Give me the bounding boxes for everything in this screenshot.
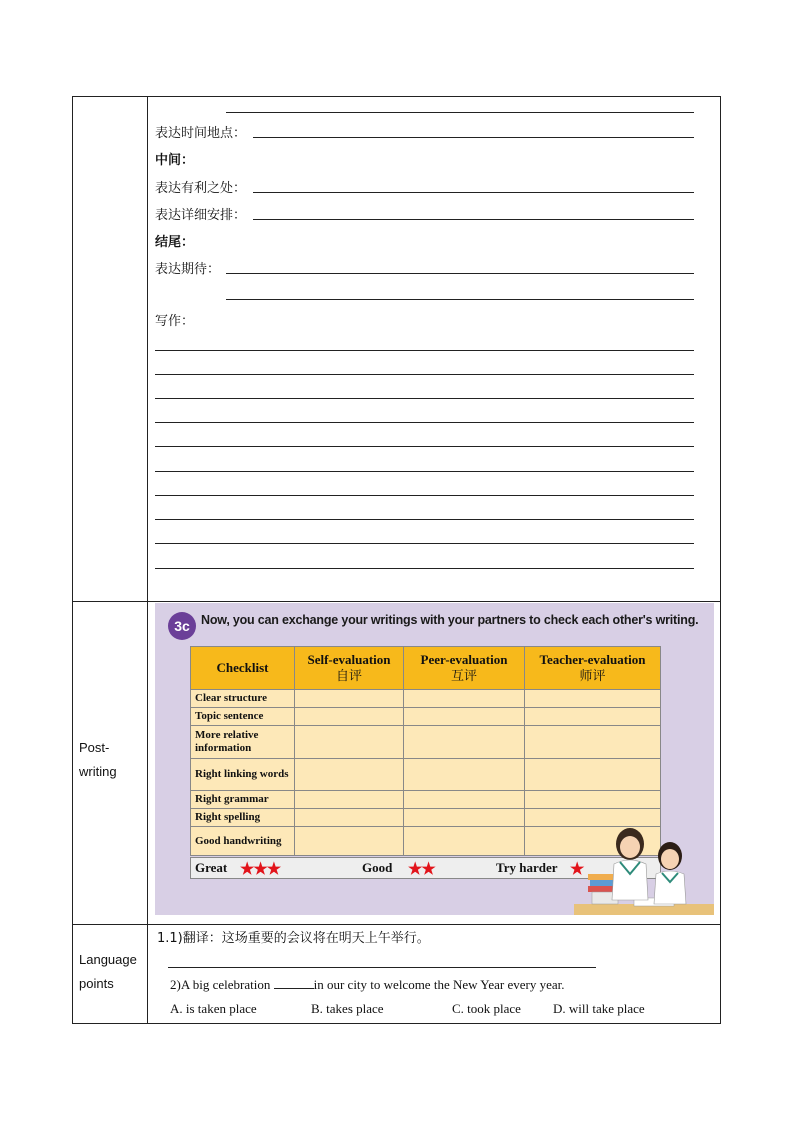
exercise-badge: 3c — [168, 612, 196, 640]
expectation-line[interactable] — [226, 299, 694, 300]
writing-line[interactable] — [155, 471, 694, 472]
checklist-item: Topic sentence — [191, 708, 295, 726]
writing-line[interactable] — [155, 398, 694, 399]
stage-label-writing: writing — [79, 764, 117, 779]
self-cell[interactable] — [295, 759, 404, 791]
self-cell[interactable] — [295, 809, 404, 827]
middle-heading: 中间： — [155, 153, 195, 168]
option-b[interactable]: B. takes place — [311, 1001, 384, 1016]
checklist-item: Good handwriting — [191, 827, 295, 856]
translation-answer-line[interactable] — [168, 967, 596, 968]
teacher-cell[interactable] — [525, 726, 661, 759]
arrangement-label: 表达详细安排： — [155, 208, 247, 223]
writing-line[interactable] — [155, 568, 694, 569]
teacher-cell[interactable] — [525, 759, 661, 791]
table-row — [191, 726, 661, 759]
table-row — [191, 759, 661, 791]
choice-blank[interactable] — [274, 988, 314, 989]
option-d[interactable]: D. will take place — [553, 1001, 645, 1016]
writing-line[interactable] — [155, 543, 694, 544]
header-self: Self-evaluation 自评 — [295, 647, 404, 690]
table-row — [191, 708, 661, 726]
legend-good-label: Good — [362, 860, 393, 875]
writing-line[interactable] — [155, 446, 694, 447]
star-icon: ★ — [570, 861, 584, 878]
answer-line[interactable] — [226, 112, 694, 113]
legend-try-harder-label: Try harder — [496, 860, 558, 875]
writing-line[interactable] — [155, 519, 694, 520]
time-place-label: 表达时间地点： — [155, 126, 247, 141]
writing-line[interactable] — [155, 422, 694, 423]
column-divider — [147, 96, 148, 1024]
peer-cell[interactable] — [404, 690, 525, 708]
benefit-line[interactable] — [253, 192, 694, 193]
writing-line[interactable] — [155, 495, 694, 496]
checklist-item: Right spelling — [191, 809, 295, 827]
table-row — [191, 791, 661, 809]
time-place-line[interactable] — [253, 137, 694, 138]
self-cell[interactable] — [295, 708, 404, 726]
benefit-label: 表达有利之处： — [155, 181, 247, 196]
students-illustration-icon — [574, 822, 714, 915]
arrangement-line[interactable] — [253, 219, 694, 220]
self-cell[interactable] — [295, 690, 404, 708]
peer-cell[interactable] — [404, 759, 525, 791]
teacher-cell[interactable] — [525, 690, 661, 708]
stage-label-points: points — [79, 976, 114, 991]
expectation-line[interactable] — [226, 273, 694, 274]
row-divider — [72, 601, 721, 602]
table-row — [191, 690, 661, 708]
peer-cell[interactable] — [404, 726, 525, 759]
writing-line[interactable] — [155, 374, 694, 375]
peer-cell[interactable] — [404, 791, 525, 809]
option-c[interactable]: C. took place — [452, 1001, 521, 1016]
checklist-item: Right grammar — [191, 791, 295, 809]
star-icon: ★★★ — [240, 861, 281, 878]
option-a[interactable]: A. is taken place — [170, 1001, 257, 1016]
self-cell[interactable] — [295, 827, 404, 856]
star-icon: ★★ — [408, 861, 435, 878]
peer-cell[interactable] — [404, 827, 525, 856]
row-divider — [72, 924, 721, 925]
self-cell[interactable] — [295, 726, 404, 759]
header-peer: Peer-evaluation 互评 — [404, 647, 525, 690]
expectation-label: 表达期待： — [155, 262, 221, 277]
stage-label-post: Post- — [79, 740, 110, 755]
stage-label-language: Language — [79, 952, 137, 967]
checklist-item: More relative information — [191, 726, 295, 759]
teacher-cell[interactable] — [525, 708, 661, 726]
writing-label: 写作： — [155, 314, 195, 329]
choice-question: 2)A big celebration in our city to welcome the New Year every year. — [170, 977, 565, 992]
checklist-header-row — [191, 647, 661, 690]
header-teacher: Teacher-evaluation 师评 — [525, 647, 661, 690]
translation-question: 1.1)翻译：这场重要的会议将在明天上午举行。 — [157, 931, 430, 946]
peer-cell[interactable] — [404, 708, 525, 726]
teacher-cell[interactable] — [525, 791, 661, 809]
self-cell[interactable] — [295, 791, 404, 809]
ending-heading: 结尾： — [155, 235, 195, 250]
checklist-item: Right linking words — [191, 759, 295, 791]
writing-line[interactable] — [155, 350, 694, 351]
exercise-instruction: Now, you can exchange your writings with your partners to check each other's writing. — [201, 613, 699, 627]
header-checklist: Checklist — [191, 647, 295, 690]
legend-great-label: Great — [195, 860, 228, 875]
checklist-item: Clear structure — [191, 690, 295, 708]
peer-cell[interactable] — [404, 809, 525, 827]
